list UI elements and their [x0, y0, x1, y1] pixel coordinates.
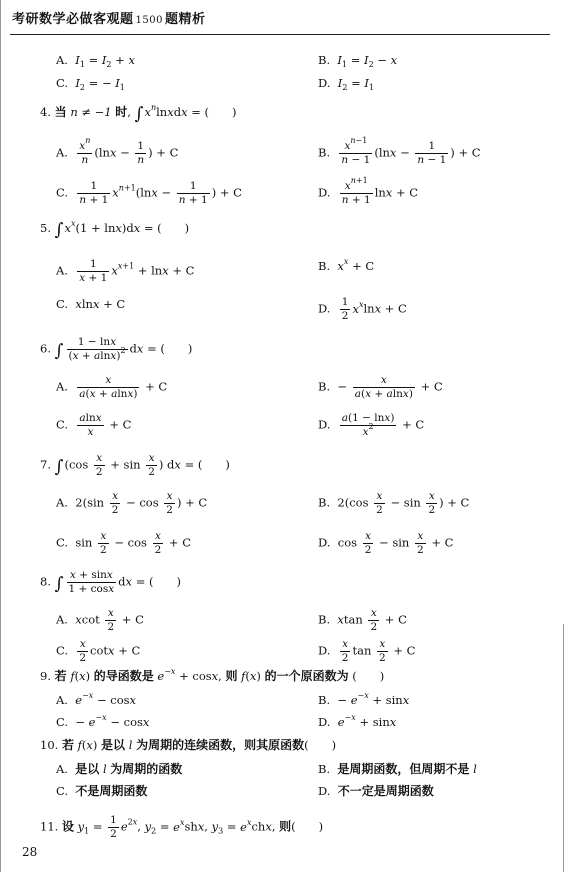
question-8-option-a: A. xcot $\frac{x}{2}$ + C [56, 607, 144, 633]
page-left-border [0, 0, 1, 872]
question-7-option-a: A. 2(sin $\frac{x}{2}$ − cos $\frac{x}{2}$ ) + C [56, 490, 208, 516]
question-4-option-c: C. $\frac{1}{n + 1}$ $x^{n+1}(\ln x$ − $\frac{1}{n + 1}$ ) + C [56, 180, 242, 206]
question-7-option-b: B. 2(cos $\frac{x}{2}$ − sin $\frac{x}{2}$ ) + C [318, 490, 470, 516]
running-header [12, 8, 205, 27]
question-10-option-d: D. 不一定是周期函数 [318, 784, 434, 798]
question-7-option-d: D. cos $\frac{x}{2}$ − sin $\frac{x}{2}$ + C [318, 530, 454, 556]
question-10-stem: 10. 若 f(x) 是以 l 为周期的连续函数，则其原函数( ) [40, 738, 337, 752]
question-10-option-a: A. 是以 l 为周期的函数 [56, 762, 183, 776]
header-title-suffix: 题精析 [164, 12, 206, 27]
question-8-option-b: B. xtan $\frac{x}{2}$ + C [318, 607, 407, 633]
question-6-option-c: C. $\frac{alnx}{x}$ + C [56, 412, 132, 438]
question-6-option-d: D. $\frac{a(1 - \ln x)}{x^2}$ + C [318, 412, 425, 438]
question-5-option-c: C. xlnx + C [56, 297, 126, 311]
question-10-option-b: B. 是周期函数，但周期不是 l [318, 762, 477, 776]
question-4-option-d: D. $\frac{x^{n+1}}{n + 1}$ lnx + C [318, 176, 419, 206]
question-8-option-d: D. $\frac{x}{2}$ tan $\frac{x}{2}$ + C [318, 638, 416, 664]
question-4-option-a: A. $\frac{x^n}{n}$ (lnx − $\frac{1}{n}$ ) + C [56, 136, 179, 166]
question-10-option-c: C. 不是周期函数 [56, 784, 148, 798]
question-5-option-b: B. $x^x + C$ [318, 257, 375, 273]
prev-option-c: C. $I_2$ = − $I_1$ [56, 76, 125, 92]
header-count: 1500 [135, 15, 163, 26]
header-title-prefix: 考研数学必做客观题 [12, 12, 134, 27]
question-9-option-d: D. $e^{-x} + \sin x$ [318, 713, 397, 729]
question-11-stem: 11. 设 $y_1$ = $\frac{1}{2}$ $e^{2x}$, $y_2 = e^xshx$, $y_3 = e^xchx$, 则( ) [40, 814, 324, 840]
question-5-option-a: A. $\frac{1}{x + 1}$ $x^{x+1} + \ln x + C$ [56, 258, 195, 284]
header-rule [10, 34, 550, 35]
question-6-option-a: A. $\frac{x}{a(x + alnx)}$ + C [56, 374, 168, 400]
question-9-option-c: C. − $e^{-x} - \cos x$ [56, 713, 150, 729]
question-5-option-d: D. $\frac{1}{2}$ $x^x\ln x + C$ [318, 296, 407, 322]
prev-option-d: D. $I_2 = I_1$ [318, 76, 375, 92]
question-7-stem: 7. ∫(cos $\frac{x}{2}$ + sin $\frac{x}{2}$ ) dx = ( ) [40, 452, 230, 478]
question-6-stem: 6. ∫ $\frac{1 - \ln x}{(x + alnx)^2}$ dx = ( ) [40, 336, 193, 362]
question-9-option-a: A. $e^{-x} - \cos x$ [56, 691, 137, 707]
page-number: 28 [22, 845, 38, 859]
question-9-option-b: B. − $e^{-x} + \sin x$ [318, 691, 410, 707]
prev-option-a: A. $I_1 = I_2 + x$ [56, 53, 135, 69]
question-7-option-c: C. sin $\frac{x}{2}$ − cos $\frac{x}{2}$ + C [56, 530, 191, 556]
question-6-option-b: B. − $\frac{x}{a(x + alnx)}$ + C [318, 374, 443, 400]
prev-option-b: B. $I_1 = I_2 - x$ [318, 53, 398, 69]
question-4-stem: 4. 当 n ≠ −1 时, $\int x^nlnxdx$ = ( ) [40, 103, 237, 124]
question-4-option-b: B. $\frac{x^{n-1}}{n - 1}$ (lnx − $\frac{1}{n - 1}$ ) + C [318, 136, 481, 166]
question-8-option-c: C. $\frac{x}{2}$ cotx + C [56, 638, 141, 664]
question-5-stem: 5. $\int x^x(1 + \ln x)dx$ = ( ) [40, 219, 190, 240]
question-8-stem: 8. ∫ $\frac{x + \sin x}{1 + \cos x}$ dx = ( ) [40, 569, 181, 595]
question-9-stem: 9. 若 f(x) 的导函数是 $e^{-x} + \cos x$, 则 f(x) 的一个原函数为 ( ) [40, 667, 385, 683]
